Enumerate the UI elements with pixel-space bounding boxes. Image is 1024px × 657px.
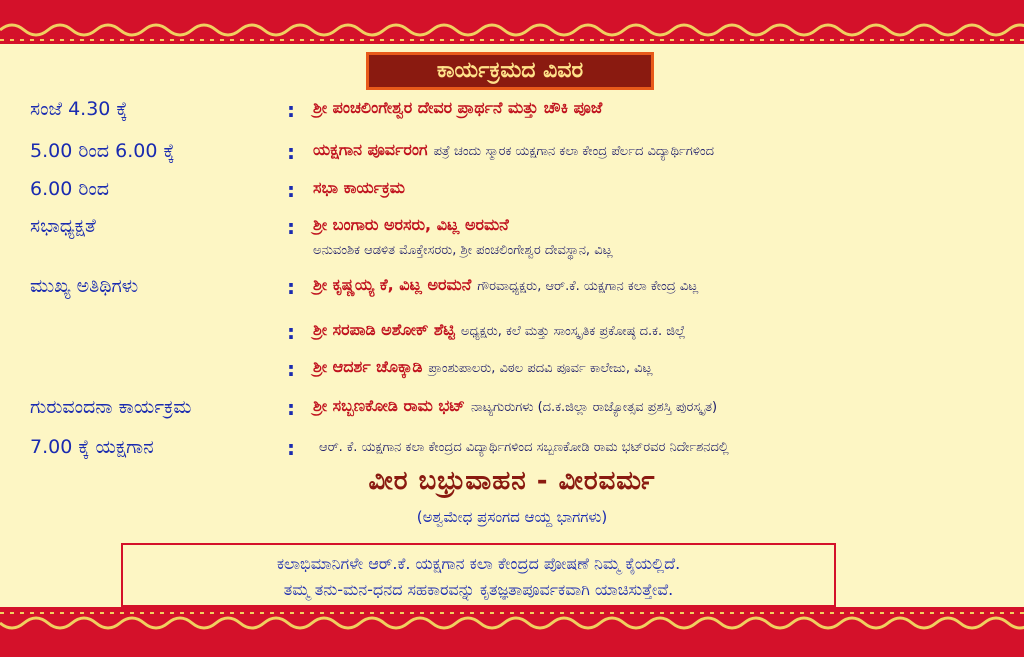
schedule-label: ಮುಖ್ಯ ಅತಿಥಿಗಳು bbox=[30, 275, 139, 297]
page-title: ಕಾರ್ಯಕ್ರಮದ ವಿವರ bbox=[366, 52, 654, 90]
play-subtitle: (ಅಶ್ವಮೇಧ ಪ್ರಸಂಗದ ಆಯ್ದ ಭಾಗಗಳು) bbox=[416, 508, 608, 526]
schedule-value-main: ಯಕ್ಷಗಾನ ಪೂರ್ವರಂಗ bbox=[313, 140, 428, 159]
schedule-value bbox=[313, 357, 653, 377]
schedule-value-note: ಗೌರವಾಧ್ಯಕ್ಷರು, ಆರ್.ಕೆ. ಯಕ್ಷಗಾನ ಕಲಾ ಕೇಂದ್ರ ವಿಟ್ಲ bbox=[477, 279, 699, 294]
play-title: ವೀರ ಬಭ್ರುವಾಹನ - ವೀರವರ್ಮ bbox=[368, 466, 656, 496]
separator: : bbox=[287, 178, 295, 202]
schedule-value-main: ಸಭಾ ಕಾರ್ಯಕ್ರಮ bbox=[313, 178, 406, 197]
schedule-value bbox=[313, 396, 717, 416]
schedule-value bbox=[313, 275, 698, 295]
bottom-decoration bbox=[0, 607, 1024, 657]
schedule-value-main: ಶ್ರೀ ಪಂಚಲಿಂಗೇಶ್ವರ ದೇವರ ಪ್ರಾರ್ಥನೆ ಮತ್ತು ಚೌಕಿ ಪೂಜೆ bbox=[313, 98, 603, 117]
schedule-value bbox=[313, 178, 411, 198]
schedule-value-main: ಶ್ರೀ ಆದರ್ಶ ಚೊಕ್ಕಾಡಿ bbox=[313, 357, 423, 376]
bottom-border bbox=[0, 607, 1024, 657]
schedule-value-note: ಅಧ್ಯಕ್ಷರು, ಕಲೆ ಮತ್ತು ಸಾಂಸ್ಕೃತಿಕ ಪ್ರಕೋಷ್ಠ ದ.ಕ. ಜಿಲ್ಲೆ bbox=[460, 324, 686, 339]
schedule-label: ಸಂಜೆ 4.30 ಕ್ಕೆ bbox=[30, 98, 128, 120]
schedule-label: 5.00 ರಿಂದ 6.00 ಕ್ಕೆ bbox=[30, 140, 175, 162]
notice-line-1: ಕಲಾಭಿಮಾನಿಗಳೇ ಆರ್.ಕೆ. ಯಕ್ಷಗಾನ ಕಲಾ ಕೇಂದ್ರದ ಪೋಷಣೆ ನಿಮ್ಮ ಕೈಯಲ್ಲಿದೆ. bbox=[276, 554, 681, 573]
separator: : bbox=[287, 140, 295, 164]
notice-box bbox=[121, 543, 836, 607]
separator: : bbox=[287, 396, 295, 420]
schedule-value-main: ಶ್ರೀ ಬಂಗಾರು ಅರಸರು, ವಿಟ್ಲ ಅರಮನೆ bbox=[313, 215, 509, 234]
separator: : bbox=[287, 320, 295, 344]
schedule-value-main: ಶ್ರೀ ಸಬ್ಬಣಕೋಡಿ ರಾಮ ಭಟ್ bbox=[313, 396, 465, 415]
schedule-subline: ಅನುವಂಶಿಕ ಆಡಳಿತ ಮೊಕ್ತೇಸರರು, ಶ್ರೀ ಪಂಚಲಿಂಗೇಶ್ವರ ದೇವಸ್ಥಾನ, ವಿಟ್ಲ bbox=[313, 243, 613, 258]
schedule-value-main: ಶ್ರೀ ಸರಪಾಡಿ ಅಶೋಕ್ ಶೆಟ್ಟಿ bbox=[313, 320, 455, 339]
separator: : bbox=[287, 275, 295, 299]
schedule-value-note: ಪ್ರಾಂಶುಪಾಲರು, ವಿಠಲ ಪದವಿ ಪೂರ್ವ ಕಾಲೇಜು, ವಿಟ್ಲ bbox=[428, 361, 653, 376]
separator: : bbox=[287, 436, 295, 460]
schedule-value bbox=[313, 215, 515, 235]
schedule-value bbox=[313, 436, 729, 455]
schedule-value bbox=[313, 140, 714, 160]
schedule-label: 6.00 ರಿಂದ bbox=[30, 178, 110, 200]
schedule-value bbox=[313, 320, 686, 340]
schedule-value-note: ನಾಟ್ಯಗುರುಗಳು (ದ.ಕ.ಜಿಲ್ಲಾ ರಾಜ್ಯೋತ್ಸವ ಪ್ರಶಸ್ತಿ ಪುರಸ್ಕೃತ) bbox=[470, 400, 718, 415]
separator: : bbox=[287, 215, 295, 239]
schedule-value-main: ಶ್ರೀ ಕೃಷ್ಣಯ್ಯ ಕೆ, ವಿಟ್ಲ ಅರಮನೆ bbox=[313, 275, 472, 294]
schedule-label: ಸಭಾಧ್ಯಕ್ಷತೆ bbox=[30, 215, 96, 237]
schedule-label: 7.00 ಕ್ಕೆ ಯಕ್ಷಗಾನ bbox=[30, 436, 154, 458]
schedule-label: ಗುರುವಂದನಾ ಕಾರ್ಯಕ್ರಮ bbox=[30, 396, 192, 418]
separator: : bbox=[287, 98, 295, 122]
schedule-value-note: ಆರ್. ಕೆ. ಯಕ್ಷಗಾನ ಕಲಾ ಕೇಂದ್ರದ ವಿದ್ಯಾರ್ಥಿಗಳಿಂದ ಸಬ್ಬಣಕೋಡಿ ರಾಮ ಭಟ್‌ರವರ ನಿರ್ದೇಶನದಲ್ಲಿ bbox=[319, 440, 729, 455]
schedule-value bbox=[313, 98, 608, 118]
top-decoration bbox=[0, 0, 1024, 44]
top-border bbox=[0, 0, 1024, 44]
notice-line-2: ತಮ್ಮ ತನು-ಮನ-ಧನದ ಸಹಕಾರವನ್ನು ಕೃತಜ್ಞತಾಪೂರ್ವಕವಾಗಿ ಯಾಚಿಸುತ್ತೇವೆ. bbox=[283, 580, 674, 599]
schedule-value-note: ಪತ್ರೆ ಚಂದು ಸ್ಮಾರಕ ಯಕ್ಷಗಾನ ಕಲಾ ಕೇಂದ್ರ ಪೆರ್ಲದ ವಿದ್ಯಾರ್ಥಿಗಳಿಂದ bbox=[433, 144, 715, 159]
separator: : bbox=[287, 357, 295, 381]
